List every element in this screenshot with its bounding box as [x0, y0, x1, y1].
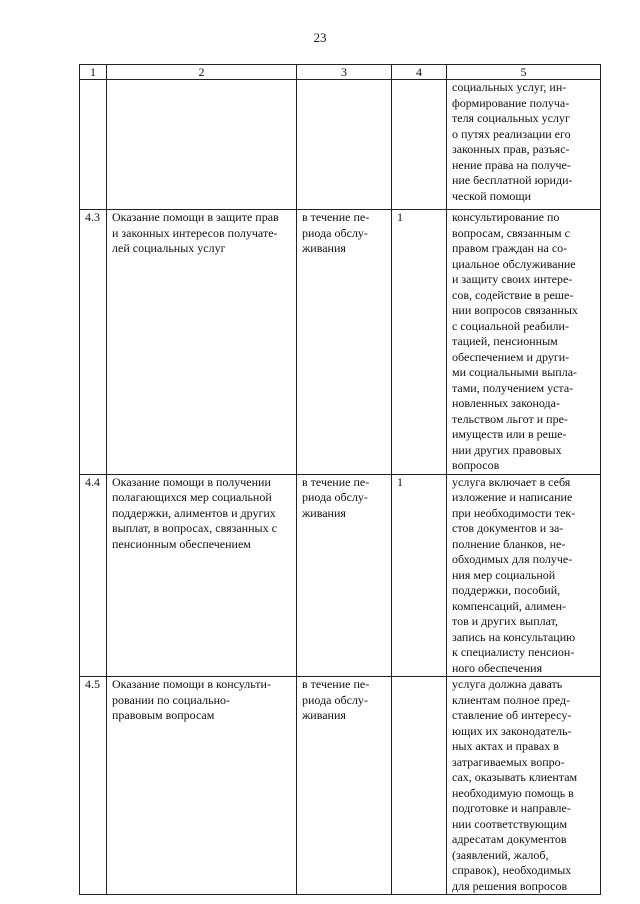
- service-name: Оказание помощи в консульти- ровании по социально- правовым вопросам: [107, 677, 297, 895]
- column-header: 3: [297, 65, 392, 80]
- service-description: услуга должна давать клиентам полное пред- ставление об интересу- ющих их законодатель- ных актах и правах в затрагиваемых вопро- сах, оказывать клиентам необходимую помощь в подготовке и направле- нии соответствующим адресатам документов (заявлений, жалоб, справок), необходимых для решения вопросов: [447, 677, 601, 895]
- column-header: 1: [80, 65, 107, 80]
- row-number: 4.3: [80, 210, 107, 475]
- service-description: консультирование по вопросам, связанным с правом граждан на со- циальное обслуживание и защиту своих интере- сов, содействие в реше- нии вопросов связанных с социальной реабили- тацией, пенсионным обеспечением и други- ми социальными выпла- тами, получением уста- новленных законода- тельством льгот и пре- имуществ или в реше- нии других правовых вопросов: [447, 210, 601, 475]
- service-name: [107, 80, 297, 210]
- service-volume: [392, 80, 447, 210]
- row-number: 4.4: [80, 474, 107, 677]
- service-name: Оказание помощи в получении полагающихся мер социальной поддержки, алиментов и других выплат, в вопросах, связанных с пенсионным обеспечением: [107, 474, 297, 677]
- service-term: в течение пе- риода обслу- живания: [297, 474, 392, 677]
- page-number: 23: [313, 30, 327, 45]
- service-volume: [392, 677, 447, 895]
- row-number: [80, 80, 107, 210]
- service-volume: 1: [392, 210, 447, 475]
- service-volume: 1: [392, 474, 447, 677]
- table-row: [80, 677, 601, 895]
- table-row: [80, 474, 601, 677]
- column-header: 4: [392, 65, 447, 80]
- service-description: социальных услуг, ин- формирование получа- теля социальных услуг о путях реализации его законных прав, разъяс- нение права на получе- ние бесплатной юриди- ческой помощи: [447, 80, 601, 210]
- column-header: 5: [447, 65, 601, 80]
- table-row: [80, 210, 601, 475]
- service-description: услуга включает в себя изложение и написание при необходимости тек- стов документов и за- полнение бланков, не- обходимых для получе- ния мер социальной поддержки, пособий, компенсаций, алимен- тов и других выплат, запись на консультацию к специалисту пенсион- ного обеспечения: [447, 474, 601, 677]
- service-name: Оказание помощи в защите прав и законных интересов получате- лей социальных услуг: [107, 210, 297, 475]
- table-row: [80, 80, 601, 210]
- table-header-row: [80, 65, 601, 80]
- services-table: [79, 64, 601, 895]
- service-term: в течение пе- риода обслу- живания: [297, 210, 392, 475]
- service-term: [297, 80, 392, 210]
- column-header: 2: [107, 65, 297, 80]
- service-term: в течение пе- риода обслу- живания: [297, 677, 392, 895]
- row-number: 4.5: [80, 677, 107, 895]
